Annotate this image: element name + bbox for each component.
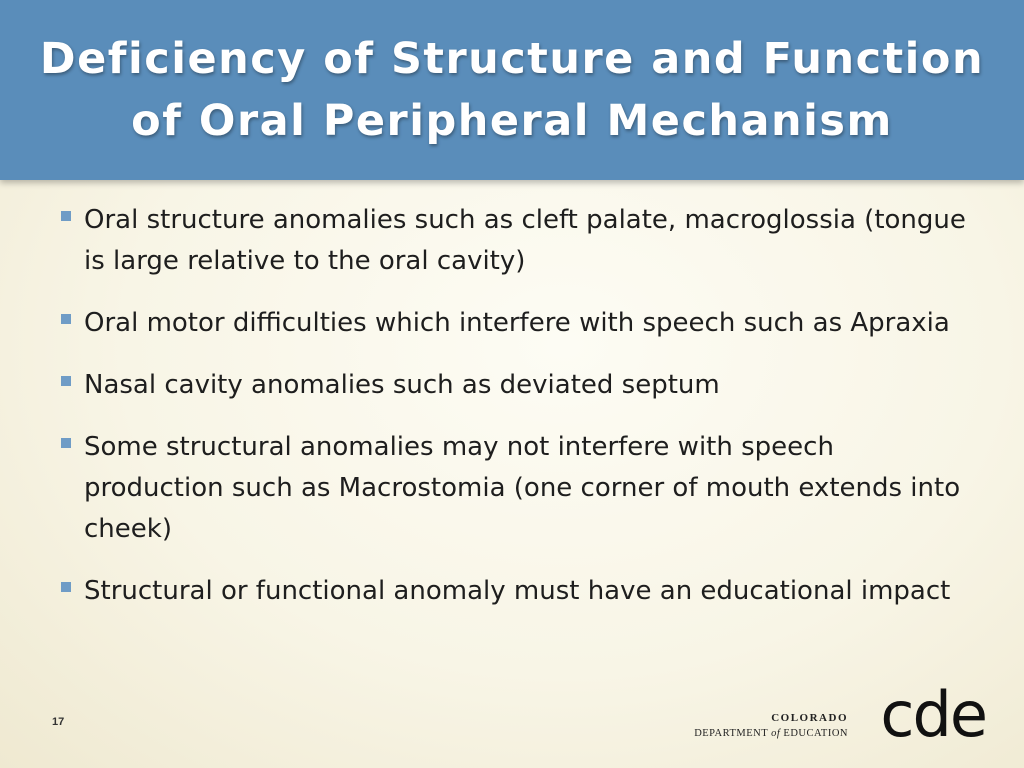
square-bullet-icon [61,211,71,221]
slide-title: Deficiency of Structure and Function of Oral Peripheral Mechanism [39,34,985,146]
square-bullet-icon [61,314,71,324]
logo-department-name [694,728,848,739]
bullet-item [58,303,978,344]
page-number: 17 [52,716,65,728]
logo-education-word: EDUCATION [780,728,848,739]
bullet-item [58,571,978,612]
bullet-list [58,200,978,633]
bullet-item [58,427,978,550]
bullet-text: Nasal cavity anomalies such as deviated septum [84,370,720,400]
square-bullet-icon [61,582,71,592]
square-bullet-icon [61,438,71,448]
bullet-item [58,200,978,282]
bullet-item [58,365,978,406]
logo-of-word: of [771,728,781,739]
cde-logo [690,678,990,751]
bullet-text: Oral structure anomalies such as cleft palate, macroglossia (tongue is large relative to the oral cavity) [84,205,966,276]
bullet-text: Oral motor difficulties which interfere with speech such as Apraxia [84,308,950,338]
logo-department-word: DEPARTMENT [694,728,772,739]
bullet-text: Structural or functional anomaly must have an educational impact [84,576,951,606]
bullet-text: Some structural anomalies may not interfere with speech production such as Macrostomia (one corner of mouth extends into cheek) [84,432,961,544]
title-banner [0,0,1024,180]
logo-mark: cde [880,678,986,751]
square-bullet-icon [61,376,71,386]
logo-state-name: COLORADO [771,712,848,724]
